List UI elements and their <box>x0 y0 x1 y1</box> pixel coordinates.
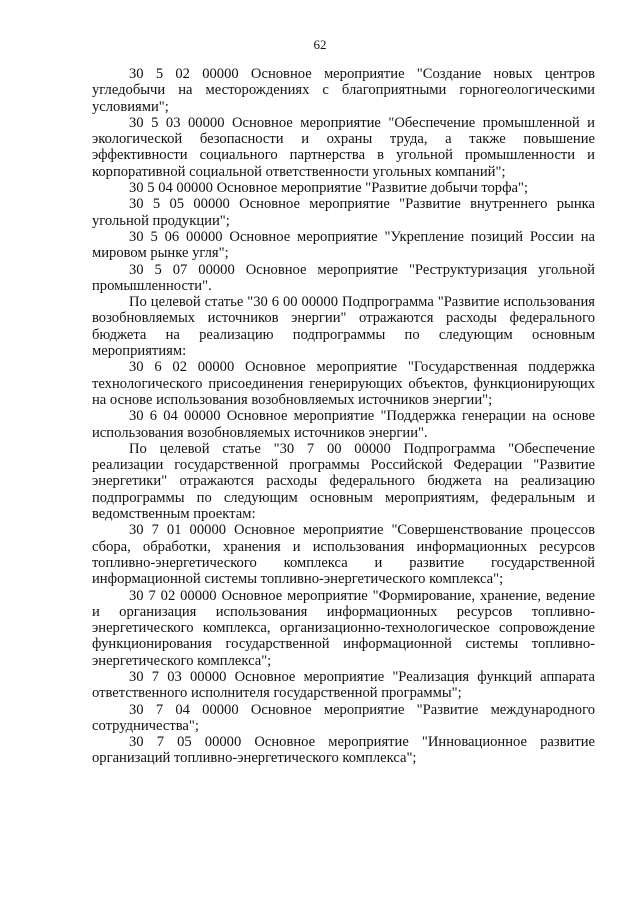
paragraph-30-5-07: 30 5 07 00000 Основное мероприятие "Реструктуризация угольной промышленности". <box>92 261 595 294</box>
paragraph-30-5-05: 30 5 05 00000 Основное мероприятие "Развитие внутреннего рынка угольной продукции"; <box>92 196 595 229</box>
paragraph-30-6-02: 30 6 02 00000 Основное мероприятие "Государственная поддержка технологического присоединения генерирующих объектов, функционирующих на основе использования возобновляемых источников энергии"; <box>92 359 595 408</box>
paragraph-30-7-02: 30 7 02 00000 Основное мероприятие "Формирование, хранение, ведение и организация использования информационных ресурсов топливно-энергетического комплекса, организационно-технологическое сопровождение функционирования государственной информационной системы топливно-энергетического комплекса"; <box>92 587 595 669</box>
paragraph-30-7-03: 30 7 03 00000 Основное мероприятие "Реализация функций аппарата ответственного исполнителя государственной программы"; <box>92 668 595 702</box>
paragraph-30-6-04: 30 6 04 00000 Основное мероприятие "Поддержка генерации на основе использования возобновляемых источников энергии". <box>92 408 595 441</box>
paragraph-30-5-04: 30 5 04 00000 Основное мероприятие "Развитие добычи торфа"; <box>129 180 529 197</box>
paragraph-30-5-06: 30 5 06 00000 Основное мероприятие "Укрепление позиций России на мировом рынке угля"; <box>92 228 595 262</box>
page-number: 62 <box>313 37 327 52</box>
paragraph-subprogram-30-7-intro: По целевой статье "30 7 00 00000 Подпрограмма "Обеспечение реализации государственной программы Российской Федерации "Развитие энергетики" отражаются расходы федерального бюджета на реализацию подпрограммы по следующим основным мероприятиям, федеральным и ведомственным проектам: <box>92 440 595 523</box>
paragraph-30-7-05: 30 7 05 00000 Основное мероприятие "Инновационное развитие организаций топливно-энергетического комплекса"; <box>92 734 595 767</box>
paragraph-30-5-03: 30 5 03 00000 Основное мероприятие "Обеспечение промышленной и экологической безопасности и охраны труда, а также повышение эффективности социального партнерства в угольной промышленности и корпоративной социальной ответственности угольных компаний"; <box>92 114 595 180</box>
document-body <box>92 66 595 767</box>
paragraph-30-7-04: 30 7 04 00000 Основное мероприятие "Развитие международного сотрудничества"; <box>92 701 595 734</box>
paragraph-30-5-02: 30 5 02 00000 Основное мероприятие "Создание новых центров угледобычи на месторождениях с благоприятными горногеологическими условиями"; <box>92 66 595 115</box>
paragraph-subprogram-30-6-intro: По целевой статье "30 6 00 00000 Подпрограмма "Развитие использования возобновляемых источников энергии" отражаются расходы федерального бюджета на реализацию подпрограммы по следующим основным мероприятиям: <box>92 294 595 360</box>
paragraph-30-7-01: 30 7 01 00000 Основное мероприятие "Совершенствование процессов сбора, обработки, хранения и использования информационных ресурсов топливно-энергетического комплекса и развитие государственной информационной системы топливно-энергетического комплекса"; <box>92 522 595 588</box>
